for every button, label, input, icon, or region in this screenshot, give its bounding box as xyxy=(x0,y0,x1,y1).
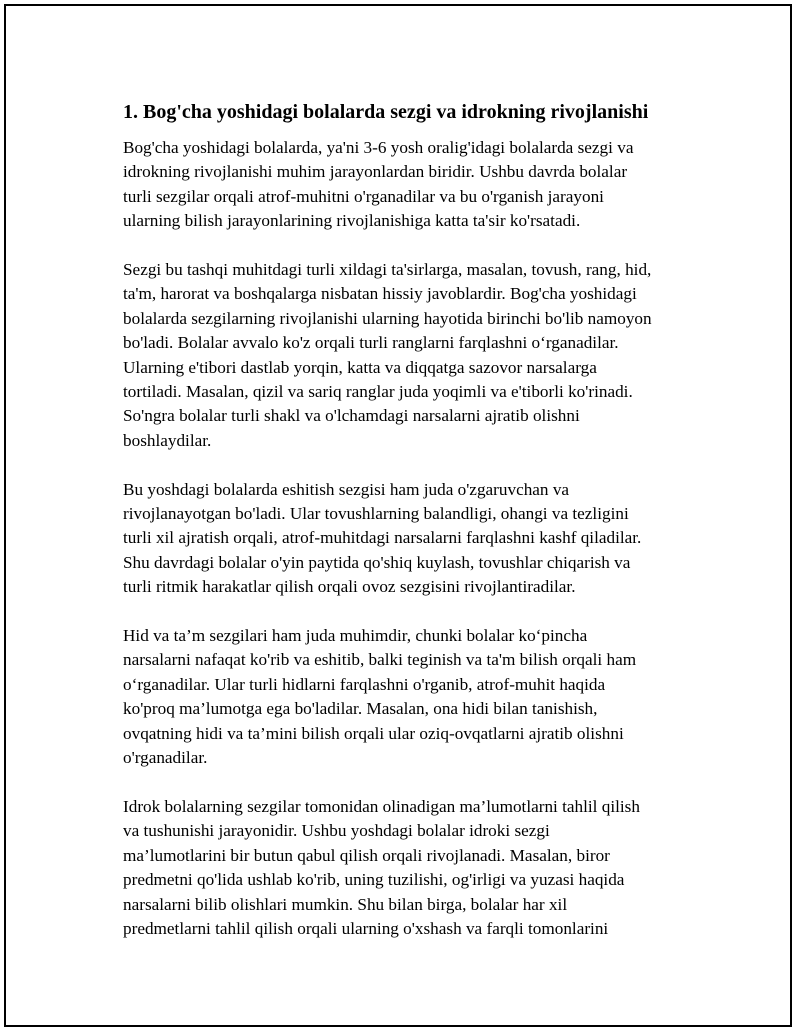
paragraph-3 xyxy=(123,478,703,600)
text-line: ta'm, harorat va boshqalarga nisbatan hissiy javoblardir. Bog'cha yoshidagi xyxy=(123,284,637,304)
text-line: idrokning rivojlanishi muhim jarayonlardan biridir. Ushbu davrda bolalar xyxy=(123,162,628,182)
paragraph-2 xyxy=(123,258,703,453)
text-line: Shu davrdagi bolalar o'yin paytida qo'shiq kuylash, tovushlar chiqarish va xyxy=(123,552,631,572)
text-line: Idrok bolalarning sezgilar tomonidan olinadigan ma’lumotlarni tahlil qilish xyxy=(123,796,640,816)
text-line: Hid va ta’m sezgilari ham juda muhimdir, chunki bolalar ko‘pincha xyxy=(123,626,588,646)
text-line: ko'proq ma’lumotga ega bo'ladilar. Masalan, ona hidi bilan tanishish, xyxy=(123,699,598,719)
text-line: o'rganadilar. xyxy=(123,748,208,768)
text-line: Bu yoshdagi bolalarda eshitish sezgisi ham juda o'zgaruvchan va xyxy=(123,479,570,499)
text-line: va tushunishi jarayonidir. Ushbu yoshdagi bolalar idroki sezgi xyxy=(123,821,550,841)
paragraph-5 xyxy=(123,795,703,941)
text-line: narsalarni nafaqat ko'rib va eshitib, balki teginish va ta'm bilish orqali ham xyxy=(123,650,637,670)
text-line: ularning bilish jarayonlarining rivojlanishiga katta ta'sir ko'rsatadi. xyxy=(123,211,581,231)
text-line: Sezgi bu tashqi muhitdagi turli xildagi ta'sirlarga, masalan, tovush, rang, hid, xyxy=(123,260,652,280)
paragraph-1 xyxy=(123,136,703,234)
text-line: narsalarni bilib olishlari mumkin. Shu bilan birga, bolalar har xil xyxy=(123,894,568,914)
section-heading: 1. Bog'cha yoshidagi bolalarda sezgi va idrokning rivojlanishi xyxy=(123,101,649,123)
paragraph-4 xyxy=(123,624,703,770)
text-line: ma’lumotlarini bir butun qabul qilish orqali rivojlanadi. Masalan, biror xyxy=(123,845,610,865)
text-line: turli xil ajratish orqali, atrof-muhitdagi narsalarni farqlashni kashf qiladilar. xyxy=(123,528,642,548)
text-line: predmetni qo'lida ushlab ko'rib, uning tuzilishi, og'irligi va yuzasi haqida xyxy=(123,870,625,890)
text-line: Ularning e'tibori dastlab yorqin, katta va diqqatga sazovor narsalarga xyxy=(123,357,597,377)
text-line: Bog'cha yoshidagi bolalarda, ya'ni 3-6 yosh oralig'idagi bolalarda sezgi va xyxy=(123,138,634,157)
text-line: bolalarda sezgilarning rivojlanishi ularning hayotida birinchi bo'lib namoyon xyxy=(123,308,652,328)
text-line: boshlaydilar. xyxy=(123,430,212,450)
text-line: turli sezgilar orqali atrof-muhitni o'rganadilar va bu o'rganish jarayoni xyxy=(123,186,604,206)
text-line: turli ritmik harakatlar qilish orqali ovoz sezgisini rivojlantiradilar. xyxy=(123,577,576,597)
text-line: bo'ladi. Bolalar avvalo ko'z orqali turli ranglarni farqlashni o‘rganadilar. xyxy=(123,333,619,353)
text-line: ovqatning hidi va ta’mini bilish orqali ular oziq-ovqatlarni ajratib olishni xyxy=(123,723,624,743)
text-line: predmetlarni tahlil qilish orqali ularning o'xshash va farqli tomonlarini xyxy=(123,918,609,938)
text-line: So'ngra bolalar turli shakl va o'lchamdagi narsalarni ajratib olishni xyxy=(123,406,580,426)
text-line: rivojlanayotgan bo'ladi. Ular tovushlarning balandligi, ohangi va tezligini xyxy=(123,504,629,524)
text-line: o‘rganadilar. Ular turli hidlarni farqlashni o'rganib, atrof-muhit haqida xyxy=(123,674,606,694)
page-frame xyxy=(4,4,792,1027)
document-body xyxy=(123,99,703,966)
text-line: tortiladi. Masalan, qizil va sariq ranglar juda yoqimli va e'tiborli ko'rinadi. xyxy=(123,382,633,402)
